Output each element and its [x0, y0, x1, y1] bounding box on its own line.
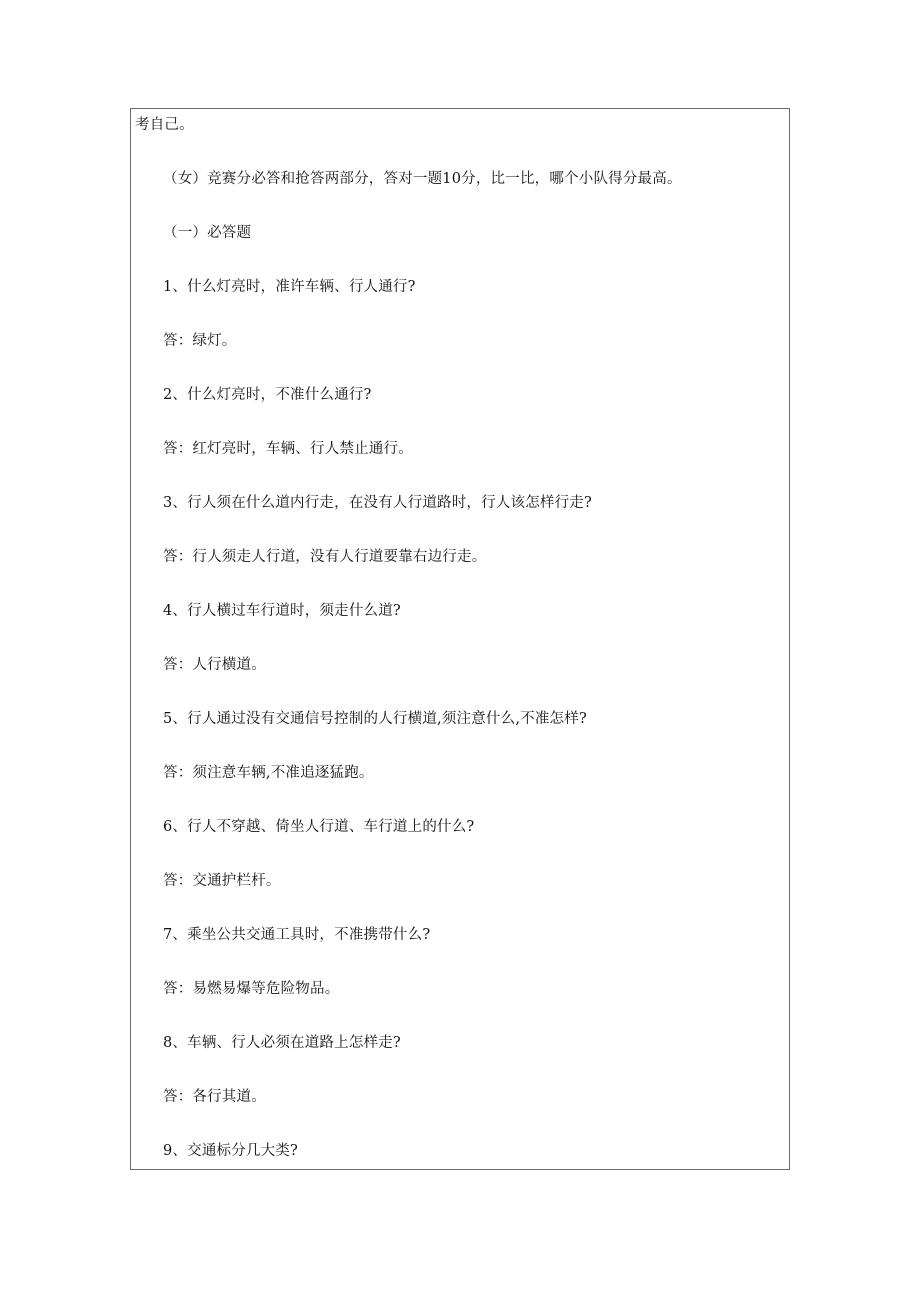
answer-7: 答：易燃易爆等危险物品。: [163, 981, 340, 997]
answer-8: 答：各行其道。: [163, 1089, 266, 1105]
text-line-rules: （女）竞赛分必答和抢答两部分，答对一题10分，比一比，哪个小队得分最高。: [163, 171, 682, 187]
question-6: 6、行人不穿越、倚坐人行道、车行道上的什么?: [163, 819, 475, 835]
answer-2: 答：红灯亮时，车辆、行人禁止通行。: [163, 441, 413, 457]
question-8: 8、车辆、行人必须在道路上怎样走?: [163, 1035, 401, 1051]
answer-1: 答：绿灯。: [163, 333, 237, 349]
question-7: 7、乘坐公共交通工具时，不准携带什么?: [163, 927, 431, 943]
question-3: 3、行人须在什么道内行走，在没有人行道路时，行人该怎样行走?: [163, 495, 592, 511]
question-2: 2、什么灯亮时，不准什么通行?: [163, 387, 372, 403]
answer-3: 答：行人须走人行道，没有人行道要靠右边行走。: [163, 549, 487, 565]
section-heading-required-questions: （一）必答题: [163, 225, 252, 241]
answer-5: 答：须注意车辆,不准追逐猛跑。: [163, 765, 374, 781]
answer-4: 答：人行横道。: [163, 657, 266, 673]
text-line-intro: 考自己。: [135, 117, 194, 133]
question-9: 9、交通标分几大类?: [163, 1143, 298, 1159]
question-5: 5、行人通过没有交通信号控制的人行横道,须注意什么,不准怎样?: [163, 711, 587, 727]
answer-6: 答：交通护栏杆。: [163, 873, 281, 889]
question-4: 4、行人横过车行道时，须走什么道?: [163, 603, 401, 619]
document-page-frame: [130, 108, 790, 1170]
question-1: 1、什么灯亮时，准许车辆、行人通行?: [163, 279, 416, 295]
